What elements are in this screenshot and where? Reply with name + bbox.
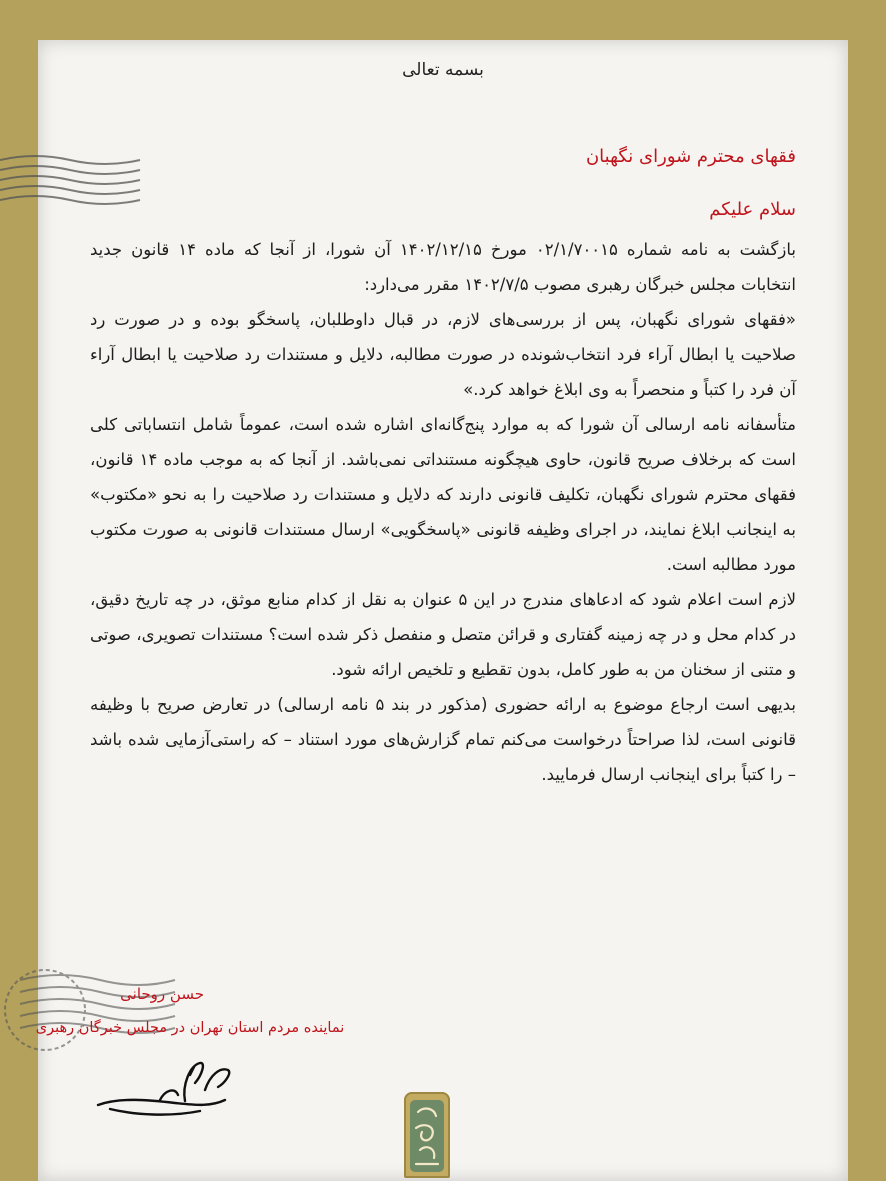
sender-name: حسن روحانی — [120, 985, 204, 1003]
paragraph-quote: «فقهای شورای نگهبان، پس از بررسی‌های لازم، در قبال داوطلبان، پاسخگو بوده و در صورت رد صلاحیت یا ابطال آراء فرد انتخاب‌شونده در صورت مطالبه، دلایل و مستندات رد صلاحیت یا ابطال آراء آن فرد را کتباً و منحصراً به وی ابلاغ خواهد کرد.» — [90, 310, 796, 399]
sender-title: نماینده مردم استان تهران در مجلس خبرگان رهبری — [35, 1020, 345, 1036]
seal-emblem — [404, 1092, 450, 1178]
signature-icon — [90, 1045, 240, 1125]
paragraph: بدیهی است ارجاع موضوع به ارائه حضوری (مذکور در بند ۵ نامه ارسالی) در تعارض صریح با وظیفه قانونی است، لذا صراحتاً درخواست می‌کنم تمام گزارش‌های مورد استناد – که راستی‌آزمایی شده باشد – را کتباً برای اینجانب ارسال فرمایید. — [90, 695, 797, 784]
paragraph: متأسفانه نامه ارسالی آن شورا که به موارد پنج‌گانه‌ای اشاره شده است، عموماً شامل انتساباتی کلی است که برخلاف صریح قانون، حاوی هیچگونه مستنداتی نمی‌باشد. از آنجا که به موجب ماده ۱۴ قانون، فقهای محترم شورای نگهبان، تکلیف قانونی دارند که دلایل و مستندات رد صلاحیت را به نحو «مکتوب» به اینجانب ابلاغ نمایند، در اجرای وظیفه قانونی «پاسخگویی» ارسال مستندات قانونی به صورت مکتوب مورد مطالبه است. — [90, 415, 797, 574]
paragraph: بازگشت به نامه شماره ۰۲/۱/۷۰۰۱۵ مورخ ۱۴۰۲/۱۲/۱۵ آن شورا، از آنجا که ماده ۱۴ قانون جدید انتخابات مجلس خبرگان رهبری مصوب ۱۴۰۲/۷/۵ مقرر می‌دارد: — [90, 240, 796, 294]
invocation: بسمه تعالی — [402, 60, 484, 80]
letter-body — [90, 232, 796, 792]
greeting: سلام علیکم — [709, 199, 796, 220]
seal-calligraphy-icon — [410, 1100, 444, 1172]
recipient-heading: فقهای محترم شورای نگهبان — [585, 146, 796, 167]
paragraph: لازم است اعلام شود که ادعاهای مندرج در این ۵ عنوان به نقل از کدام منابع موثق، در چه تاریخ دقیق، در کدام محل و در چه زمینه گفتاری و قرائن متصل و منفصل ذکر شده است؟ مستندات تصویری، صوتی و متنی از سخنان من به طور کامل، بدون تقطیع و تلخیص ارائه شود. — [90, 590, 796, 679]
postmark-icon — [0, 150, 150, 220]
